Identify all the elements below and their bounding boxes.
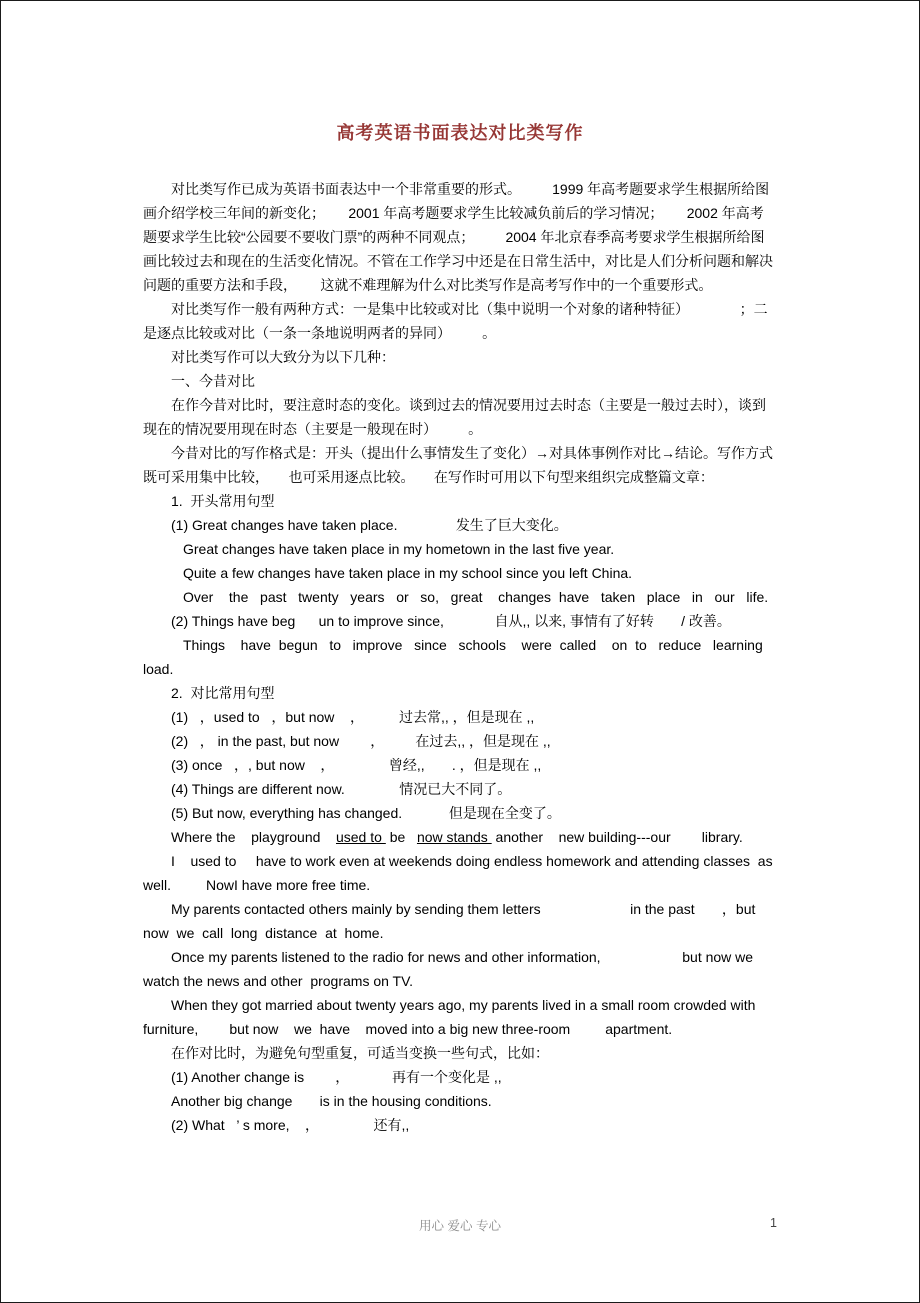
paragraph (143, 705, 777, 729)
paragraph (143, 561, 777, 585)
paragraph (143, 1065, 777, 1089)
paragraph (143, 729, 777, 753)
text-run: (3) once ，, but now ， 曾经,, . ，但是现在 ,, (171, 757, 542, 773)
paragraph (143, 537, 777, 561)
page-title: 高考英语书面表达对比类写作 (336, 123, 584, 143)
text-run: 在作今昔对比时，要注意时态的变化。谈到过去的情况要用过去时态（主要是一般过去时），谈到现在的情况要用现在时态（主要是一般现在时） 。 (143, 397, 766, 437)
text-run: 对比类写作已成为英语书面表达中一个非常重要的形式。 1999 年高考题要求学生根据所给图画介绍学校三年间的新变化； 2001 年高考题要求学生比较减负前后的学习情况； 2002 年高考题要求学生比较“公园要不要收门票”的两种不同观点； 2004 年北京春季高考要求学生根据所给图画比较过去和现在的生活变化情况。不管在工作学习中还是在日常生活中，对比是人们分析问题和解决问题的重要方法和手段， 这就不难理解为什么对比类写作是高考写作中的一个重要形式。 (143, 181, 773, 293)
text-run: (4) Things are different now. 情况已大不同了。 (171, 781, 512, 797)
page-footer (143, 1216, 777, 1234)
text-run: (1) ，used to ，but now ， 过去常,, ，但是现在 ,, (171, 709, 535, 725)
text-run: I used to have to work even at weekends doing endless homework and attending classes as well. NowI have more free time. (143, 853, 777, 893)
paragraph (143, 681, 777, 705)
paragraph (143, 1089, 777, 1113)
paragraph (143, 585, 777, 609)
text-run: (1) Another change is ， 再有一个变化是 ,, (171, 1069, 502, 1085)
paragraph (143, 825, 777, 849)
paragraph (143, 1041, 777, 1065)
document-body (143, 177, 777, 1137)
footer-motto: 用心 爱心 专心 (419, 1219, 501, 1233)
text-run: Over the past twenty years or so, great changes have taken place in our life. (183, 589, 769, 605)
text-run: (1) Great changes have taken place. 发生了巨大变化。 (171, 517, 568, 533)
text-run: 一、今昔对比 (171, 373, 255, 389)
text-run: 对比类写作可以大致分为以下几种： (171, 349, 395, 365)
paragraph (143, 897, 777, 945)
text-run: (2) ， in the past, but now ， 在过去,, ，但是现在 ,, (171, 733, 551, 749)
paragraph (143, 489, 777, 513)
paragraph (143, 993, 777, 1041)
paragraph (143, 849, 777, 897)
paragraph (143, 633, 777, 681)
text-run: (5) But now, everything has changed. 但是现在全变了。 (171, 805, 561, 821)
text-run: 1. 开头常用句型 (171, 493, 275, 509)
paragraph (143, 513, 777, 537)
paragraph (143, 609, 777, 633)
paragraph (143, 441, 777, 489)
paragraph (143, 777, 777, 801)
paragraph (143, 393, 777, 441)
paragraph (143, 1113, 777, 1137)
text-run: Where the playground (171, 829, 336, 845)
text-run: (2) Things have beg un to improve since, 自从,, 以来, 事情有了好转 / 改善。 (171, 613, 731, 629)
text-run: Another big change is in the housing conditions. (171, 1093, 492, 1109)
text-run: Things have begun to improve since schools were called on to reduce learning load. (143, 637, 767, 677)
text-run: 2. 对比常用句型 (171, 685, 275, 701)
paragraph (143, 177, 777, 297)
text-run: My parents contacted others mainly by sending them letters in the past ，but now we call long distance at home. (143, 901, 760, 941)
text-run: Great changes have taken place in my hometown in the last five year. (183, 541, 615, 557)
text-run: When they got married about twenty years ago, my parents lived in a small room crowded with furniture, but now we have moved into a big new three-room apartment. (143, 997, 760, 1037)
underlined-text: now stands (416, 829, 492, 845)
paragraph (143, 945, 777, 993)
paragraph (143, 801, 777, 825)
text-run: Once my parents listened to the radio for news and other information, but now we watch the news and other programs on TV. (143, 949, 757, 989)
text-run: 对比类写作一般有两种方式：一是集中比较或对比（集中说明一个对象的诸种特征） ；二是逐点比较或对比（一条一条地说明两者的异同） 。 (143, 301, 768, 341)
underlined-text: used to (335, 829, 386, 845)
text-run: (2) What ’ s more, ， 还有,, (171, 1117, 410, 1133)
text-run: 今昔对比的写作格式是：开头（提出什么事情发生了变化）→对具体事例作对比→结论。写作方式既可采用集中比较， 也可采用逐点比较。 在写作时可用以下句型来组织完成整篇文章： (143, 445, 773, 485)
paragraph (143, 753, 777, 777)
text-run: Quite a few changes have taken place in my school since you left China. (183, 565, 633, 581)
text-run: another new building---our library. (491, 829, 743, 845)
text-run: be (385, 829, 417, 845)
paragraph (143, 369, 777, 393)
paragraph (143, 345, 777, 369)
page-number: 1 (770, 1216, 777, 1230)
text-run: 在作对比时，为避免句型重复，可适当变换一些句式，比如： (171, 1045, 549, 1061)
paragraph (143, 297, 777, 345)
